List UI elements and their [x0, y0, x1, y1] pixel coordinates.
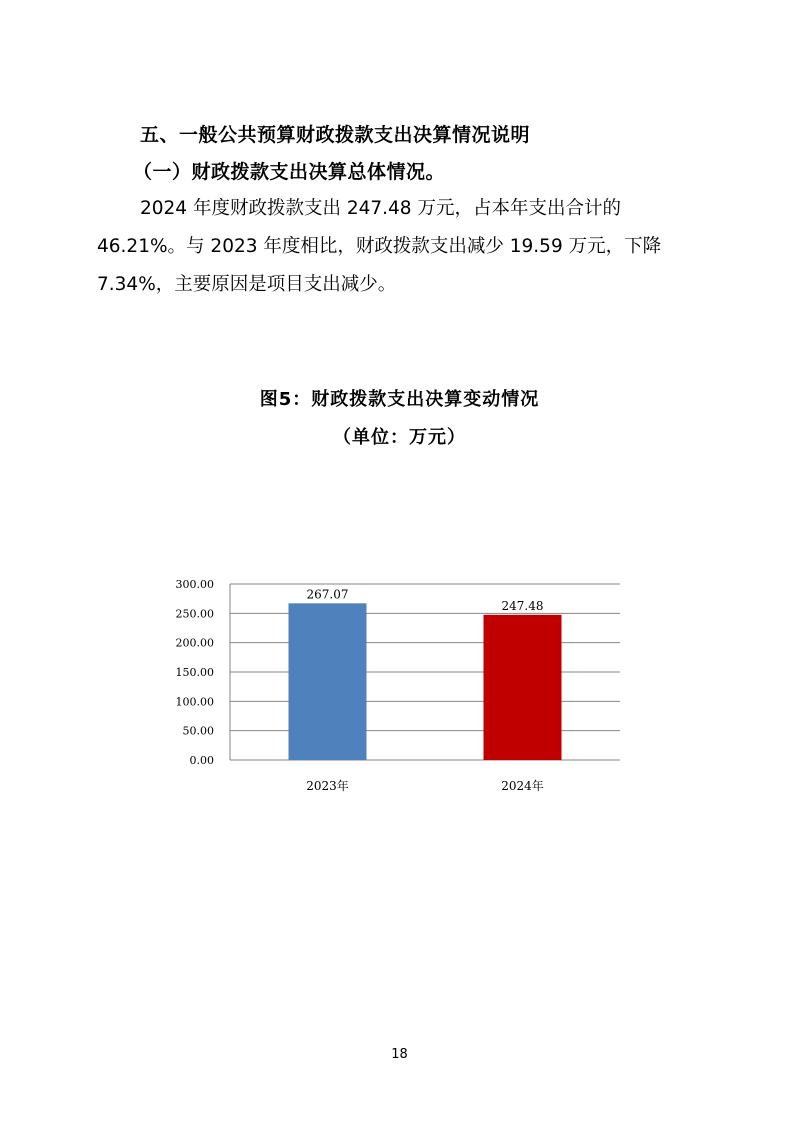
y-tick-label: 150.00	[175, 666, 214, 679]
paragraph-line: 7.34%，主要原因是项目支出减少。	[97, 274, 397, 295]
figure-title: 图5：财政拨款支出决算变动情况	[259, 389, 540, 410]
bar	[484, 615, 562, 760]
x-tick-label: 2023年	[306, 779, 349, 793]
section-heading: 五、一般公共预算财政拨款支出决算情况说明	[140, 124, 531, 146]
bar-chart	[150, 560, 640, 810]
figure-unit: （单位：万元）	[333, 427, 466, 448]
y-tick-label: 100.00	[175, 695, 214, 709]
y-tick-label: 50.00	[182, 724, 214, 738]
paragraph-line: 46.21%。与 2023 年度相比，财政拨款支出减少 19.59 万元，下降	[97, 236, 662, 257]
subsection-heading: （一）财政拨款支出决算总体情况。	[133, 161, 446, 183]
body-paragraph	[97, 190, 707, 304]
y-tick-label: 300.00	[175, 578, 214, 591]
paragraph-line: 2024 年度财政拨款支出 247.48 万元，占本年支出合计的	[140, 198, 621, 219]
y-tick-label: 0.00	[189, 754, 214, 767]
x-tick-label: 2024年	[501, 779, 544, 793]
page-number: 18	[391, 1047, 408, 1062]
data-label: 247.48	[501, 598, 544, 613]
y-tick-label: 250.00	[175, 607, 214, 621]
bar	[289, 603, 367, 760]
y-tick-label: 200.00	[175, 636, 214, 650]
data-label: 267.07	[306, 587, 349, 602]
